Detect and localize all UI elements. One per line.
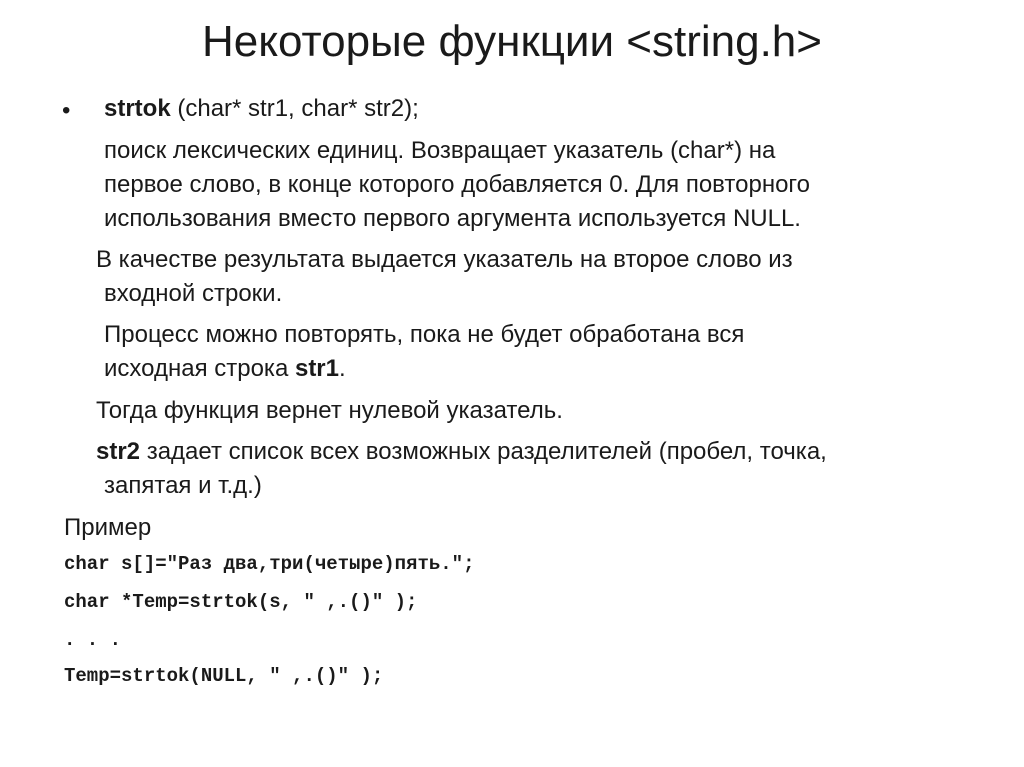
function-params: (char* str1, char* str2); [170,95,419,122]
repeat-str1: str1 [294,355,339,382]
separators-line-2: запятая и т.д.) [104,472,262,499]
repeat-line-1: Процесс можно повторять, пока не будет обработана вся [104,321,745,348]
function-signature [104,92,419,126]
code-line-4: Temp=strtok(NULL, " ,.()" ); [64,665,384,687]
function-name: strtok [104,95,171,122]
repeat-line-2-suffix: . [339,355,346,382]
null-line: Тогда функция вернет нулевой указатель. [96,397,563,424]
result-line-1: В качестве результата выдается указатель на второе слово из [96,246,793,273]
description-line-3: использования вместо первого аргумента используется NULL. [104,205,801,232]
separators-line-1 [96,435,827,469]
result-line-2: входной строки. [104,280,283,307]
code-line-1: char s[]="Раз два,три(четыре)пять."; [64,553,475,575]
example-label: Пример [64,514,152,541]
slide-title: Некоторые функции <string.h> [202,17,822,66]
repeat-line-2-prefix: исходная строка [104,355,295,382]
description-line-2: первое слово, в конце которого добавляется 0. Для повторного [104,171,810,198]
separators-str2: str2 [96,438,141,465]
separators-line-1-rest: задает список всех возможных разделителей (пробел, точка, [140,438,827,465]
code-line-2: char *Temp=strtok(s, " ,.()" ); [64,591,418,613]
repeat-line-2 [104,352,346,386]
bullet-icon: • [62,97,71,124]
description-line-1: поиск лексических единиц. Возвращает указатель (char*) на [104,137,776,164]
code-line-3: . . . [64,629,122,651]
